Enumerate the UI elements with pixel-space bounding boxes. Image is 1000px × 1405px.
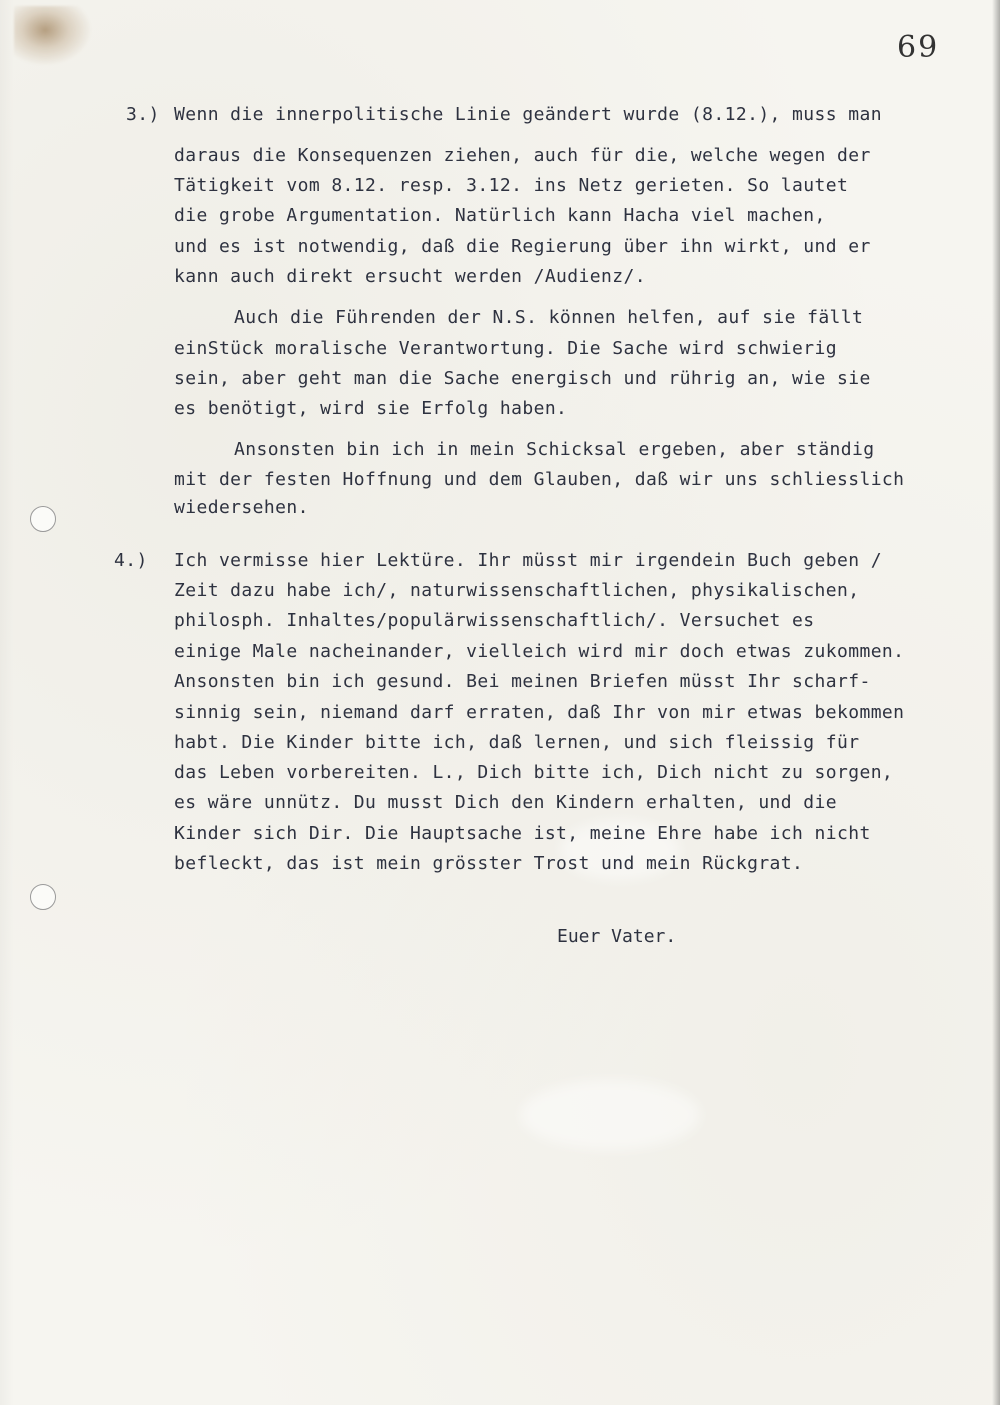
page-edge-shadow [992,0,1000,1405]
paper-smudge [520,1080,700,1150]
text-line: wiedersehen. [174,497,309,518]
text-line: befleckt, das ist mein grösster Trost und mein Rückgrat. [174,853,804,874]
text-line: einige Male nacheinander, vielleich wird mir doch etwas zukommen. [174,641,905,662]
text-line: mit der festen Hoffnung und dem Glauben, daß wir uns schliesslich [174,469,905,490]
rust-stain [14,6,92,66]
text-line: einStück moralische Verantwortung. Die Sache wird schwierig [174,338,837,359]
text-line: Auch die Führenden der N.S. können helfen, auf sie fällt [234,307,864,328]
text-line: kann auch direkt ersucht werden /Audienz/. [174,266,646,287]
text-line: philosph. Inhaltes/populärwissenschaftlich/. Versuchet es [174,610,815,631]
text-line: Kinder sich Dir. Die Hauptsache ist, meine Ehre habe ich nicht [174,823,871,844]
text-line: und es ist notwendig, daß die Regierung über ihn wirkt, und er [174,236,871,257]
punch-hole-bottom [30,884,56,910]
punch-hole-top [30,506,56,532]
text-line: die grobe Argumentation. Natürlich kann Hacha viel machen, [174,205,826,226]
page-number: 69 [897,30,940,65]
signature-line: Euer Vater. [557,926,677,947]
text-line: sein, aber geht man die Sache energisch und rührig an, wie sie [174,368,871,389]
text-line: Ansonsten bin ich in mein Schicksal ergeben, aber ständig [234,439,875,460]
text-line: Ansonsten bin ich gesund. Bei meinen Briefen müsst Ihr scharf- [174,671,871,692]
text-line: Ich vermisse hier Lektüre. Ihr müsst mir irgendein Buch geben / [174,550,882,571]
text-line: Wenn die innerpolitische Linie geändert wurde (8.12.), muss man [174,104,882,125]
section-3-label: 3.) [126,104,160,125]
text-line: sinnig sein, niemand darf erraten, daß Ihr von mir etwas bekommen [174,702,905,723]
text-line: es wäre unnütz. Du musst Dich den Kindern erhalten, und die [174,792,837,813]
text-line: es benötigt, wird sie Erfolg haben. [174,398,568,419]
text-line: daraus die Konsequenzen ziehen, auch für die, welche wegen der [174,145,871,166]
text-line: Tätigkeit vom 8.12. resp. 3.12. ins Netz gerieten. So lautet [174,175,849,196]
text-line: Zeit dazu habe ich/, naturwissenschaftlichen, physikalischen, [174,580,860,601]
text-line: das Leben vorbereiten. L., Dich bitte ich, Dich nicht zu sorgen, [174,762,894,783]
section-4-label: 4.) [114,550,148,571]
text-line: habt. Die Kinder bitte ich, daß lernen, und sich fleissig für [174,732,860,753]
